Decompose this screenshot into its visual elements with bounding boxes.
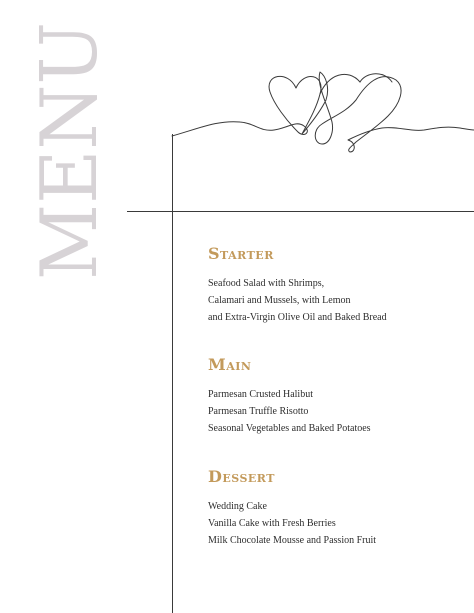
menu-title-text: MENU xyxy=(25,9,115,280)
menu-item: Seasonal Vegetables and Baked Potatoes xyxy=(208,423,371,434)
item-list xyxy=(208,498,376,549)
section-main xyxy=(208,355,371,437)
menu-item: and Extra-Virgin Olive Oil and Baked Bread xyxy=(208,312,387,323)
menu-item: Seafood Salad with Shrimps, xyxy=(208,278,325,289)
menu-item: Vanilla Cake with Fresh Berries xyxy=(208,518,336,529)
intertwined-hearts-decoration xyxy=(170,60,474,160)
section-heading: Dessert xyxy=(208,467,275,486)
menu-item: Milk Chocolate Mousse and Passion Fruit xyxy=(208,535,377,546)
menu-item: Calamari and Mussels, with Lemon xyxy=(208,295,351,306)
section-heading: Main xyxy=(208,355,252,374)
item-list xyxy=(208,386,371,437)
menu-item: Parmesan Truffle Risotto xyxy=(208,406,309,417)
menu-item: Wedding Cake xyxy=(208,501,267,512)
horizontal-divider xyxy=(127,211,474,212)
section-starter xyxy=(208,244,387,326)
section-heading: Starter xyxy=(208,244,274,263)
menu-item: Parmesan Crusted Halibut xyxy=(208,389,313,400)
section-dessert xyxy=(208,467,376,549)
menu-title xyxy=(25,9,115,280)
vertical-divider xyxy=(172,134,173,613)
item-list xyxy=(208,275,387,326)
